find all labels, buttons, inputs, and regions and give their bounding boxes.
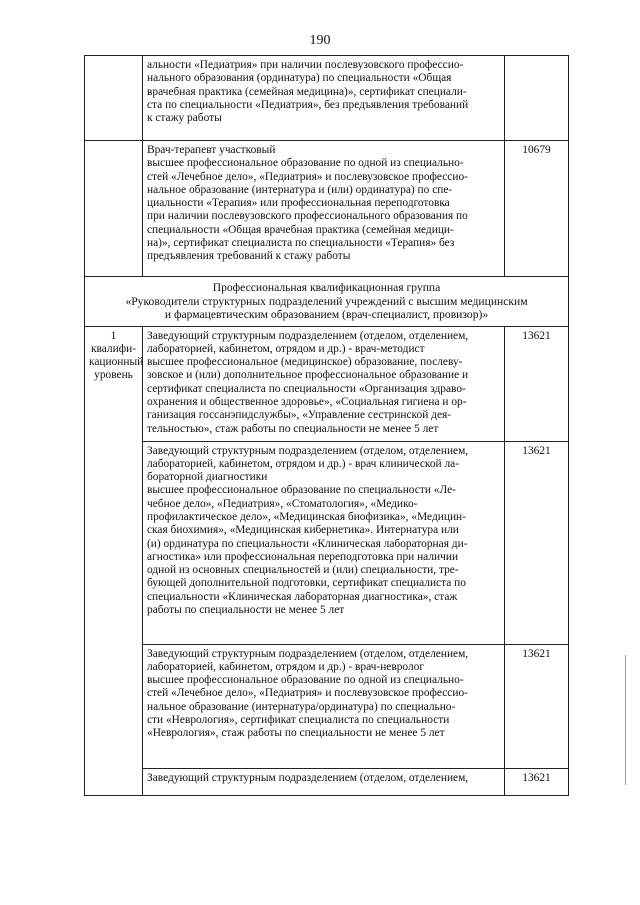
salary-cell: 13621 (505, 441, 569, 644)
position-description: альности «Педиатрия» при наличии послевузовского профессио- нального образования (ординатура) по специальности «Общая врачебная практика (семейная медицина)», сертификат специали- ста по специальности «Педиатрия», без предъявления требований к стажу работы (147, 59, 469, 125)
table-row (85, 441, 569, 644)
position-description: Врач-терапевт участковый высшее профессиональное образование по одной из специально- стей «Лечебное дело», «Педиатрия» и послевузовское профессио- нальное образование (интернатура и (или) ординатура) по спе- циальности «Терапия» или профессиональная переподготовка при наличии послевузовского профессионального образования по специальности «Общая врачебная практика (семейная медици- на)», сертификат специалиста по специальности «Терапия» без предъявления требований к стажу работы (147, 144, 468, 263)
salary-cell: 10679 (505, 141, 569, 277)
salary-cell: 13621 (505, 768, 569, 795)
salary-cell: 13621 (505, 644, 569, 768)
table-row (85, 141, 569, 277)
table-row (85, 644, 569, 768)
table-row (85, 56, 569, 141)
level-cell (85, 56, 143, 141)
description-cell (143, 768, 505, 795)
qualification-table (84, 55, 569, 796)
position-description: Заведующий структурным подразделением (отделом, отделением, лабораторией, кабинетом, отрядом и др.) - врач клинической ла- бораторной диагностики высшее профессиональное образование по специальности «Ле- чебное дело», «Педиатрия», «Стоматология», «Медико- профилактическое дело», «Медицинская биофизика», «Медицин- ская биохимия», «Медицинская кибернетика». Интернатура или (и) ординатура по специальности «Клиническая лабораторная ди- агностика» или профессиональная переподготовка при наличии одной из основных специальностей и (или) специальности, тре- бующей дополнительной подготовки, сертификат специалиста по специальности «Клиническая лабораторная диагностика», стаж работы по специальности не менее 5 лет (147, 444, 469, 617)
table-row (85, 768, 569, 795)
position-description: Заведующий структурным подразделением (отделом, отделением, лабораторией, кабинетом, отрядом и др.) - врач-невролог высшее профессиональное образование по одной из специально- стей «Лечебное дело», «Педиатрия» и послевузовское профессио- нальное образование (интернатура/ординатура) по специально- сти «Неврология», сертификат специалиста по специальности «Неврология», стаж работы по специальности не менее 5 лет (147, 647, 469, 740)
level-label: 1 квалифи- кационный уровень (89, 329, 144, 382)
description-cell (143, 644, 505, 768)
description-cell (143, 326, 505, 441)
page-number: 190 (309, 33, 331, 48)
description-cell (143, 56, 505, 141)
position-description: Заведующий структурным подразделением (отделом, отделением, лабораторией, кабинетом, отрядом и др.) - врач-методист высшее профессиональное (медицинское) образование, послеву- зовское и (или) дополнительное профессиональное образование и сертификат специалиста по специальности «Организация здраво- охранения и общественное здоровье», «Социальная гигиена и ор- ганизация госсанэпидслужбы», «Управление сестринской дея- тельностью», стаж работы по специальности не менее 5 лет (147, 329, 469, 435)
salary-cell: 13621 (505, 326, 569, 441)
scan-edge-line (625, 655, 626, 785)
salary-cell (505, 56, 569, 141)
qualification-level (85, 326, 143, 795)
group-header-row (85, 277, 569, 327)
position-description: Заведующий структурным подразделением (отделом, отделением, (147, 771, 469, 784)
description-cell (143, 441, 505, 644)
description-cell (143, 141, 505, 277)
table-row (85, 326, 569, 441)
level-cell (85, 141, 143, 277)
group-header (85, 277, 569, 327)
group-title: Профессиональная квалификационная группа «Руководители структурных подразделений учреждений с высшим медицинским и фармацевтическим образованием (врач-специалист, провизор)» (125, 281, 528, 321)
